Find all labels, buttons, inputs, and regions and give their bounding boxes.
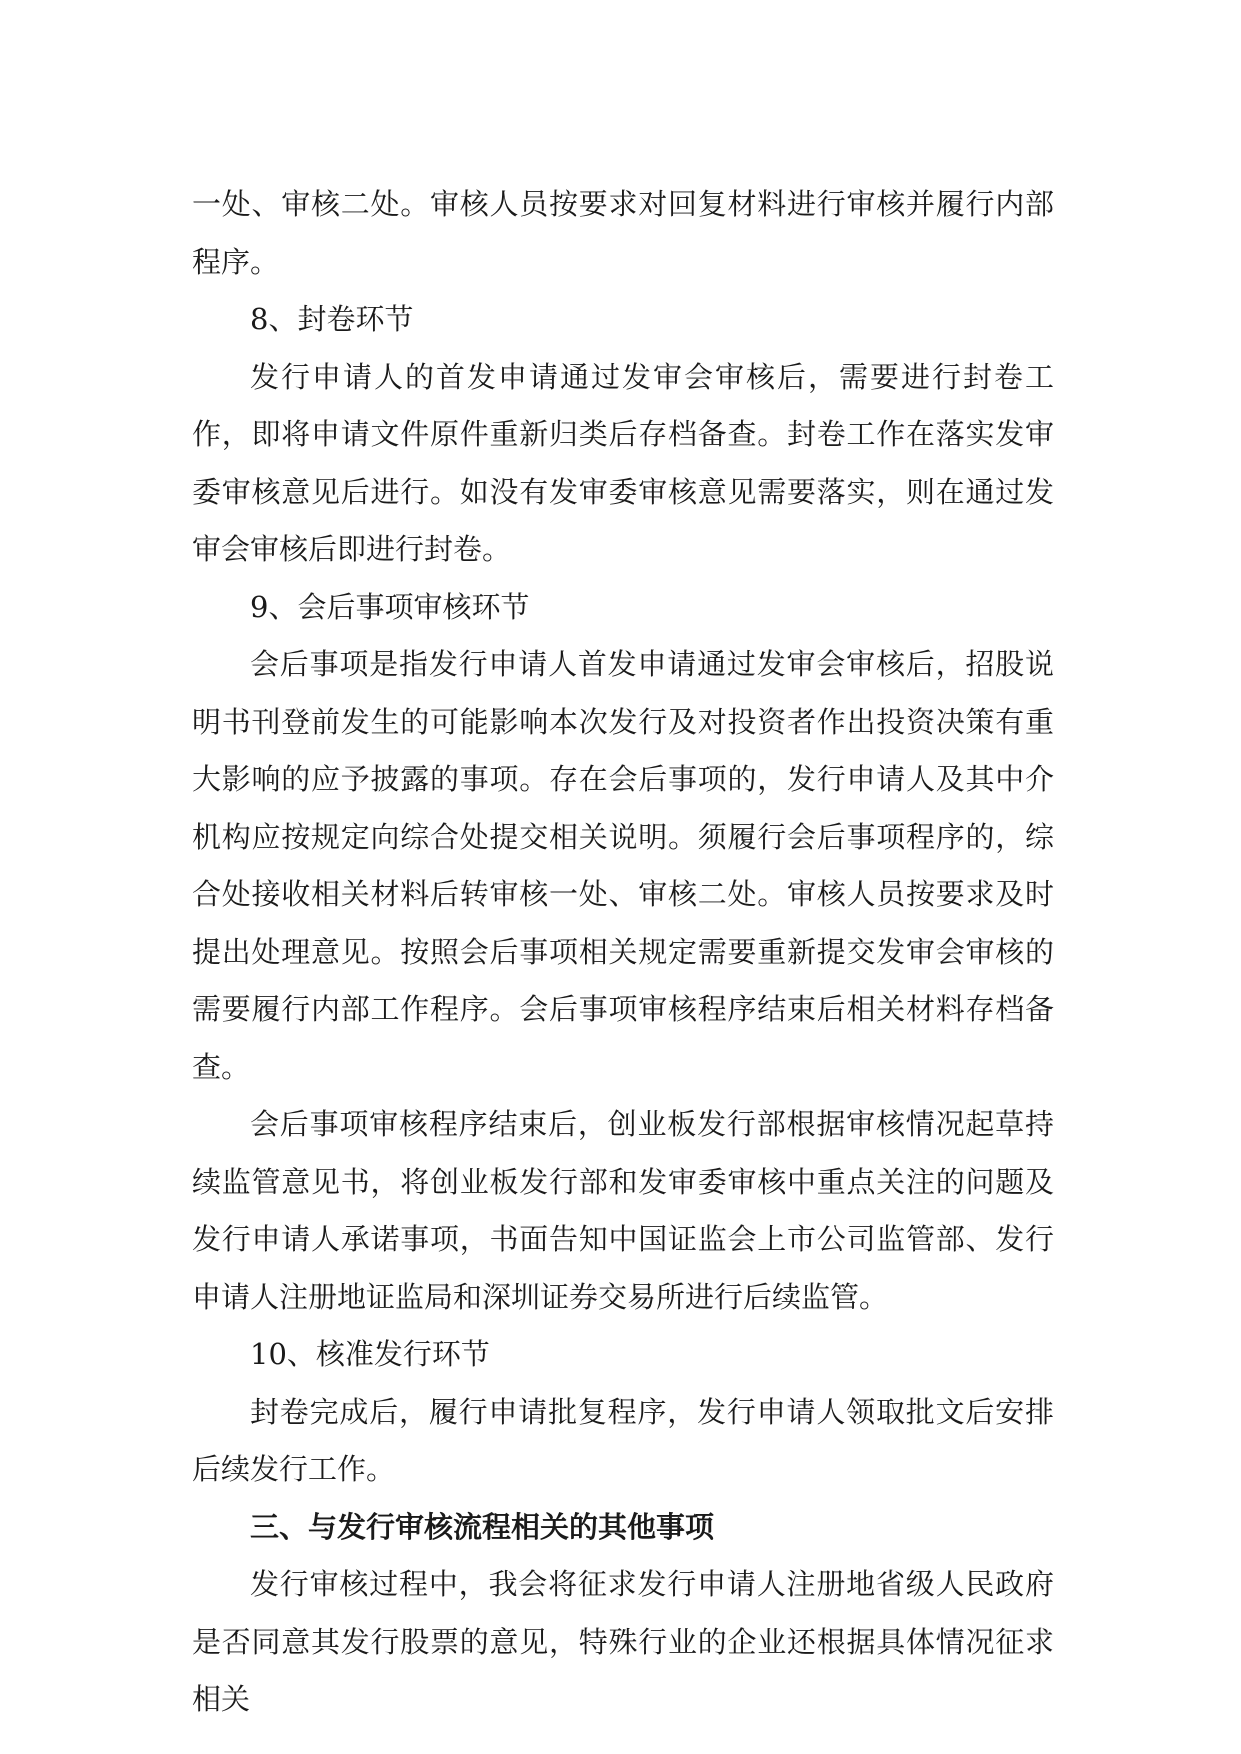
paragraph-approval-stage: 封卷完成后，履行申请批复程序，发行申请人领取批文后安排后续发行工作。	[192, 1394, 1054, 1486]
subheading-sealing-stage: 8、封卷环节	[250, 302, 414, 336]
paragraph-continuation: 一处、审核二处。审核人员按要求对回复材料进行审核并履行内部程序。	[192, 187, 1054, 279]
paragraph-post-meeting-matters: 会后事项是指发行申请人首发申请通过发审会审核后，招股说明书刊登前发生的可能影响本次发行及对投资者作出投资决策有重大影响的应予披露的事项。存在会后事项的，发行申请人及其中介机构应按规定向综合处提交相关说明。须履行会后事项程序的，综合处接收相关材料后转审核一处、审核二处。审核人员按要求及时提出处理意见。按照会后事项相关规定需要重新提交发审会审核的需要履行内部工作程序。会后事项审核程序结束后相关材料存档备查。	[192, 647, 1054, 1084]
subheading-approval-stage: 10、核准发行环节	[250, 1337, 490, 1371]
document-page	[192, 176, 1054, 1729]
section-heading-other-matters: 三、与发行审核流程相关的其他事项	[250, 1509, 715, 1544]
paragraph-supervision-opinion: 会后事项审核程序结束后，创业板发行部根据审核情况起草持续监管意见书，将创业板发行部和发审委审核中重点关注的问题及发行申请人承诺事项，书面告知中国证监会上市公司监管部、发行申请人注册地证监局和深圳证券交易所进行后续监管。	[192, 1107, 1054, 1314]
paragraph-sealing-stage: 发行申请人的首发申请通过发审会审核后，需要进行封卷工作，即将申请文件原件重新归类后存档备查。封卷工作在落实发审委审核意见后进行。如没有发审委审核意见需要落实，则在通过发审会审核后即进行封卷。	[192, 359, 1054, 566]
paragraph-other-matters: 发行审核过程中，我会将征求发行申请人注册地省级人民政府是否同意其发行股票的意见，特殊行业的企业还根据具体情况征求相关	[192, 1567, 1054, 1716]
subheading-post-meeting-review: 9、会后事项审核环节	[250, 589, 530, 624]
